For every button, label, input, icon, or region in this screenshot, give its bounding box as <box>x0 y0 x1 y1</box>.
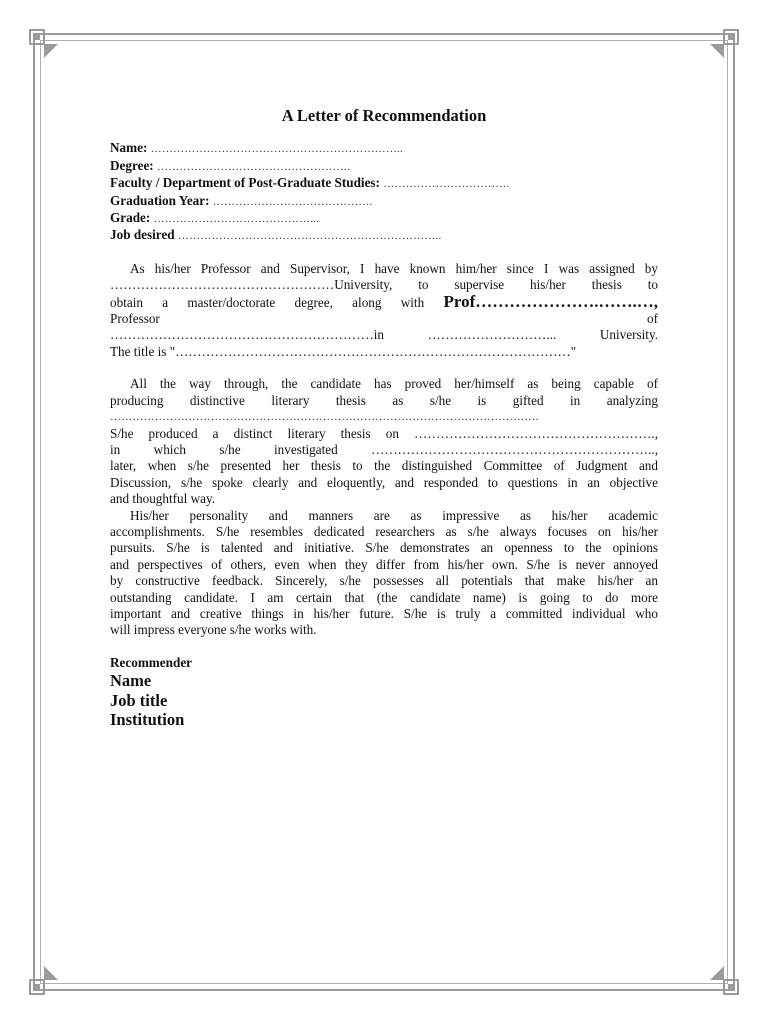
recommender-name: Name <box>110 671 152 691</box>
recommender-block <box>110 655 658 730</box>
paragraph-line: accomplishments. S/he resembles dedicated researchers as s/he always focuses on his/her <box>110 523 658 539</box>
letter-body <box>110 108 658 730</box>
field-degree <box>110 158 658 175</box>
paragraph-line: later, when s/he presented her thesis to the distinguished Committee of Judgment and <box>110 458 658 474</box>
triangle-ornament-top-right <box>710 44 724 58</box>
paragraph-line: pursuits. S/he is talented and initiative. S/he demonstrates an openness to the opinions <box>110 540 658 556</box>
paragraph-line <box>110 291 658 311</box>
recommender-job-title: Job title <box>110 690 168 710</box>
paragraph-line <box>110 327 658 343</box>
field-label: Grade: <box>110 210 151 226</box>
corner-ornament-bottom-right <box>723 979 739 995</box>
candidate-fields <box>110 140 658 244</box>
field-label: Graduation Year: <box>110 192 210 208</box>
paragraph-line: and perspectives of others, even when they differ from his/her own. S/he is never annoyed <box>110 556 658 572</box>
field-faculty <box>110 175 658 192</box>
field-label: Degree: <box>110 157 154 173</box>
field-blank: ……………………………………. <box>212 195 373 208</box>
paragraph-line: will impress everyone s/he works with. <box>110 622 317 638</box>
field-blank: …………………………………………………………….. <box>177 230 442 243</box>
field-name <box>110 140 658 157</box>
paragraph-line: S/he produced a distinct literary thesis on ………………………………………………., <box>110 425 658 441</box>
corner-ornament-top-right <box>723 29 739 45</box>
paragraph-line: Discussion, s/he spoke clearly and eloquently, and responded to questions in an objective <box>110 474 658 490</box>
paragraph-personality <box>110 508 658 639</box>
field-blank: ………………………………………………………….. <box>150 143 403 156</box>
line-text: ……………………………………………………in <box>110 327 385 343</box>
thesis-title-line: The title is "………………………………………………………………………………" <box>110 343 577 359</box>
paragraph-line: and thoughtful way. <box>110 491 215 507</box>
field-label: Job desired <box>110 227 175 243</box>
field-label: Name: <box>110 140 148 156</box>
letter-title: A Letter of Recommendation <box>281 106 487 125</box>
paragraph-line: His/her personality and manners are as impressive as his/her academic <box>130 507 658 523</box>
line-text: ………………………... University. <box>427 327 658 343</box>
paragraph-line: As his/her Professor and Supervisor, I have known him/her since I was assigned by <box>130 260 658 276</box>
paragraph-line <box>110 311 658 327</box>
field-graduation-year <box>110 193 658 210</box>
field-blank: ……………………………. <box>383 178 510 191</box>
triangle-ornament-bottom-right <box>710 966 724 980</box>
line-text: Professor <box>110 311 160 327</box>
corner-ornament-bottom-left <box>29 979 45 995</box>
line-text: of <box>647 311 658 327</box>
field-job-desired <box>110 227 658 244</box>
triangle-ornament-bottom-left <box>44 966 58 980</box>
paragraph-line: in which s/he investigated ……………………………………………………….., <box>110 441 658 457</box>
paragraph-line: producing distinctive literary thesis as s/he is gifted in analyzing <box>110 392 658 408</box>
corner-ornament-top-left <box>29 29 45 45</box>
professor-blank: Prof………………….…….…, <box>443 291 658 311</box>
recommender-institution: Institution <box>110 710 185 730</box>
field-blank: ……………………………………... <box>153 213 320 226</box>
paragraph-line: ……………………………………………………………………………………………………. <box>110 411 539 424</box>
paragraph-supervisor <box>110 261 658 360</box>
line-text: obtain a master/doctorate degree, along with <box>110 294 425 310</box>
field-grade <box>110 210 658 227</box>
triangle-ornament-top-left <box>44 44 58 58</box>
paragraph-line: All the way through, the candidate has proved her/himself as being capable of <box>130 376 658 392</box>
paragraph-line: important and creative things in his/her future. S/he is truly a committed individual who <box>110 605 658 621</box>
paragraph-candidate <box>110 376 658 507</box>
field-label: Faculty / Department of Post-Graduate Studies: <box>110 175 380 191</box>
paragraph-line: outstanding candidate. I am certain that (the candidate name) is going to do more <box>110 589 658 605</box>
paragraph-line: by constructive feedback. Sincerely, s/he possesses all potentials that make his/her an <box>110 573 658 589</box>
paragraph-line: ……………………………………………University, to supervise his/her thesis to <box>110 277 658 293</box>
field-blank: ……………………………………………. <box>156 160 351 173</box>
recommender-label: Recommender <box>110 654 193 670</box>
